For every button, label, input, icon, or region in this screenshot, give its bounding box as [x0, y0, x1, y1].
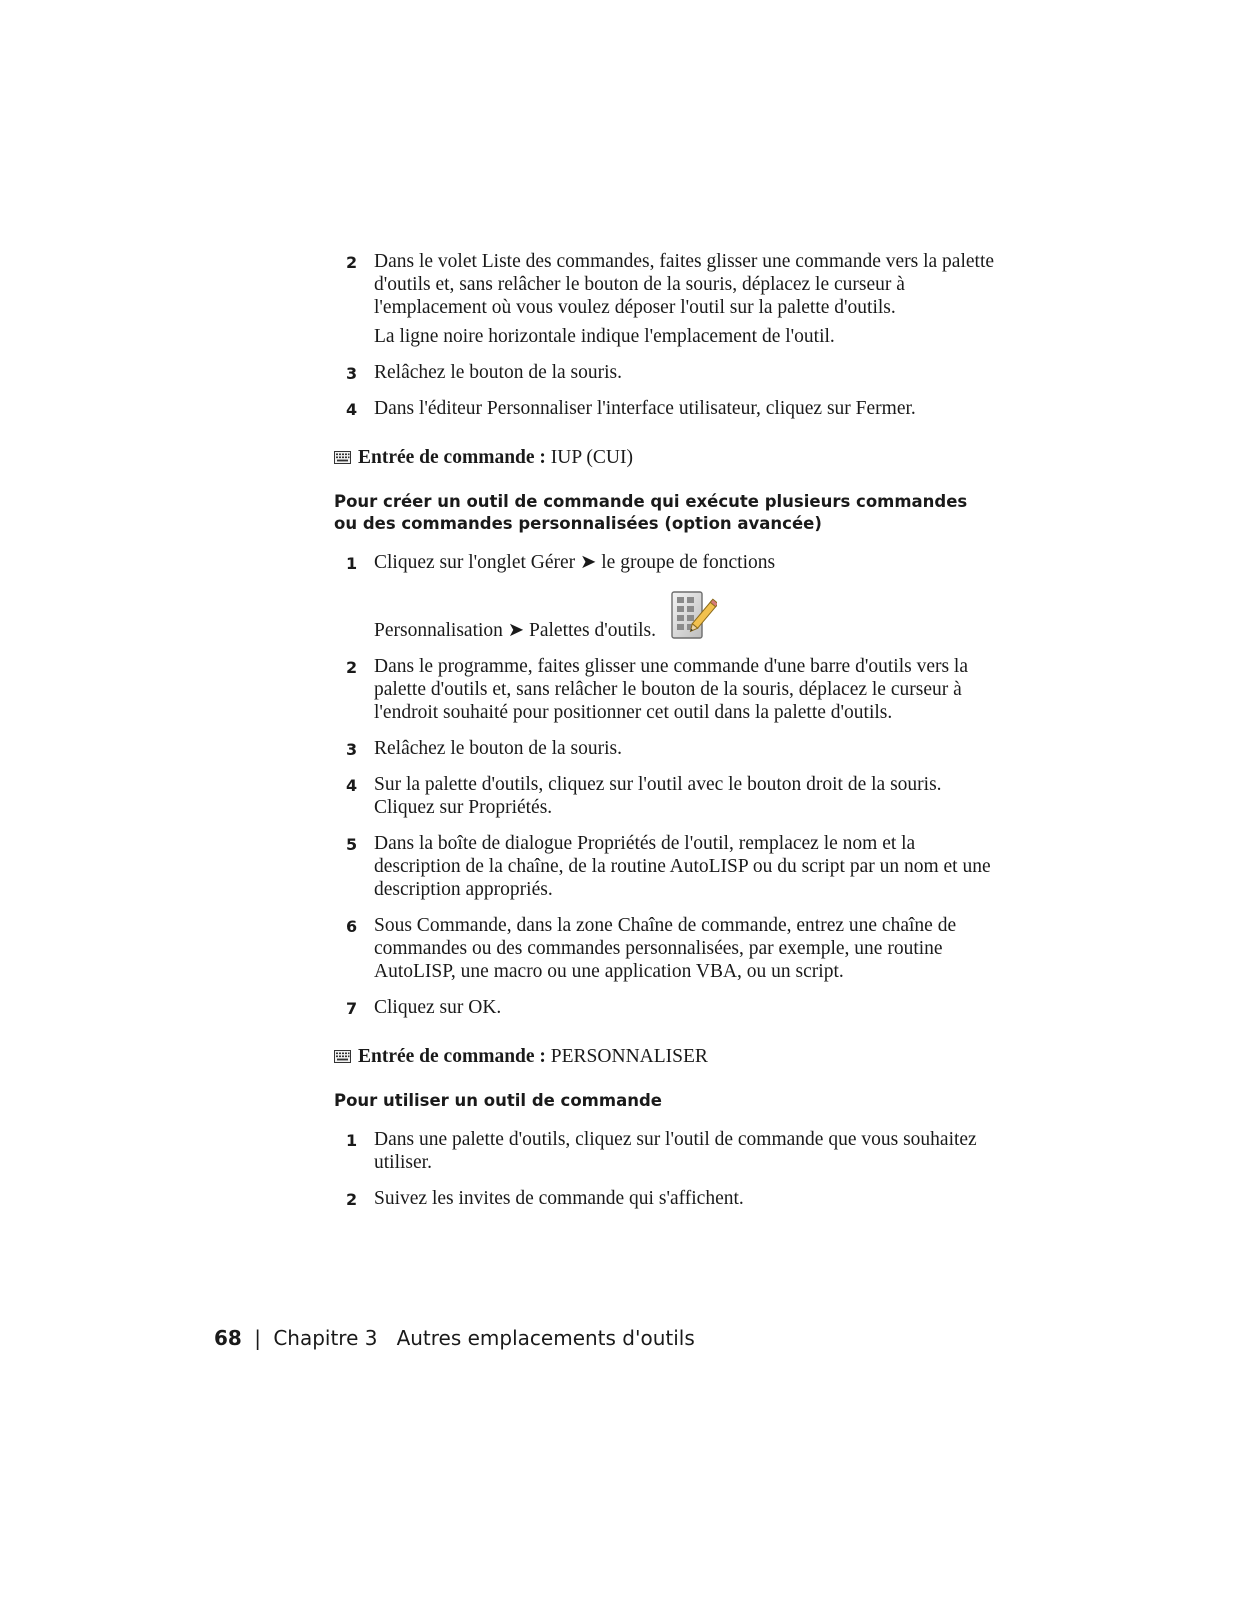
step-item [334, 737, 994, 760]
step-text: Sous Commande, dans la zone Chaîne de commande, entrez une chaîne de commandes ou des commandes personnalisées, par exemple, une routine AutoLISP, une macro ou une application VBA, ou un script. [374, 915, 957, 982]
step-number: 1 [346, 1131, 358, 1150]
step-text: Dans la boîte de dialogue Propriétés de l'outil, remplacez le nom et la description de la chaîne, de la routine AutoLISP ou du script par un nom et une description appropriés. [374, 833, 991, 900]
command-value: IUP (CUI) [550, 447, 633, 468]
step-item [334, 1187, 994, 1210]
command-label: Entrée de commande : [358, 447, 546, 468]
step-text: Dans le volet Liste des commandes, faites glisser une commande vers la palette d'outils et, sans relâcher le bouton de la souris, déplacez le curseur à l'emplacement où vous voulez déposer l'outil sur la palette d'outils. [374, 251, 995, 318]
step-text: Dans le programme, faites glisser une commande d'une barre d'outils vers la palette d'outils et, sans relâcher le bouton de la souris, déplacez le curseur à l'endroit souhaité pour positionner cet outil dans la palette d'outils. [374, 656, 969, 723]
step-item [334, 655, 994, 724]
tool-palettes-icon [669, 590, 717, 642]
step-number: 2 [346, 1190, 358, 1209]
step-item [334, 551, 994, 642]
step-text: Dans une palette d'outils, cliquez sur l'outil de commande que vous souhaitez utiliser. [374, 1129, 977, 1173]
page-content [334, 250, 994, 1223]
step-number: 7 [346, 999, 358, 1018]
step-number: 3 [346, 364, 358, 383]
command-label: Entrée de commande : [358, 1046, 546, 1067]
step-number: 3 [346, 740, 358, 759]
step-text-line: Cliquez sur l'onglet Gérer ➤ le groupe de fonctions [374, 552, 776, 573]
step-text: Relâchez le bouton de la souris. [374, 362, 623, 383]
procedure-heading: Pour créer un outil de commande qui exécute plusieurs commandes ou des commandes personnalisées (option avancée) [334, 492, 968, 533]
step-text: Suivez les invites de commande qui s'affichent. [374, 1188, 744, 1209]
footer-separator: | [254, 1326, 261, 1350]
step-number: 5 [346, 835, 358, 854]
step-number: 2 [346, 658, 358, 677]
step-number: 4 [346, 400, 358, 419]
step-item [334, 773, 994, 819]
keyboard-icon [334, 451, 351, 464]
procedure-heading: Pour utiliser un outil de commande [334, 1091, 662, 1110]
page-footer [214, 1326, 695, 1350]
step-item [334, 361, 994, 384]
step-item [334, 397, 994, 420]
step-text: Sur la palette d'outils, cliquez sur l'outil avec le bouton droit de la souris. Cliquez sur Propriétés. [374, 774, 942, 818]
command-value: PERSONNALISER [550, 1046, 708, 1067]
keyboard-icon [334, 1050, 351, 1063]
command-entry [334, 1045, 994, 1068]
step-number: 1 [346, 554, 358, 573]
step-item [334, 250, 994, 348]
step-text-line-with-icon [374, 590, 994, 642]
step-item [334, 914, 994, 983]
chapter-title: Autres emplacements d'outils [396, 1326, 695, 1350]
step-item [334, 832, 994, 901]
step-item [334, 996, 994, 1019]
chapter-label: Chapitre 3 [273, 1326, 378, 1350]
step-note: La ligne noire horizontale indique l'emplacement de l'outil. [374, 326, 835, 347]
step-text-line: Personnalisation ➤ Palettes d'outils. [374, 620, 656, 641]
step-number: 6 [346, 917, 358, 936]
step-text: Relâchez le bouton de la souris. [374, 738, 623, 759]
step-number: 4 [346, 776, 358, 795]
step-number: 2 [346, 253, 358, 272]
command-entry [334, 446, 994, 469]
step-text: Dans l'éditeur Personnaliser l'interface utilisateur, cliquez sur Fermer. [374, 398, 916, 419]
page-number: 68 [214, 1326, 242, 1350]
step-item [334, 1128, 994, 1174]
step-text: Cliquez sur OK. [374, 997, 502, 1018]
